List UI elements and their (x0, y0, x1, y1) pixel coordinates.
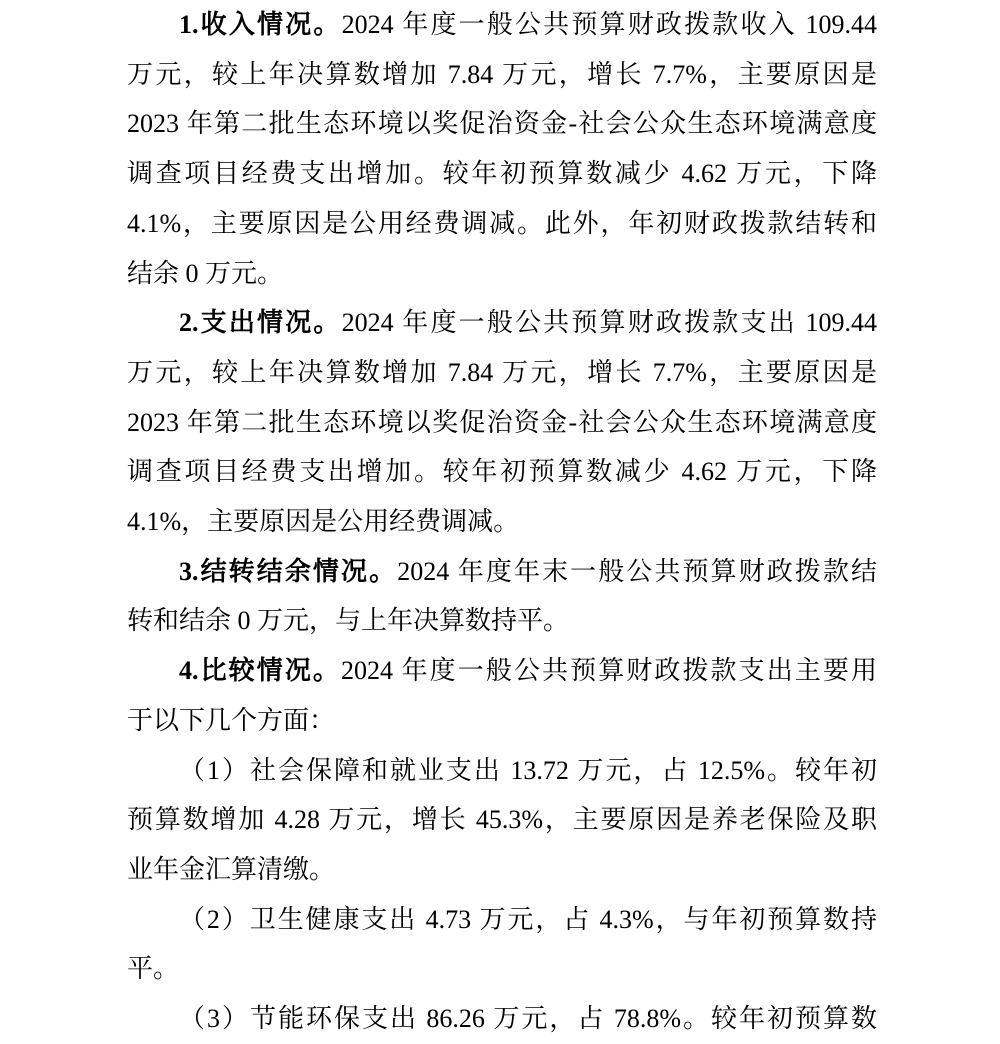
text-line: 4.1%，主要原因是公用经费调减。此外，年初财政拨款结转和 (127, 208, 877, 238)
text-line: 万元，较上年决算数增加 7.84 万元，增长 7.7%，主要原因是 (127, 59, 877, 89)
text-line: 业年金汇算清缴。 (127, 854, 336, 884)
text-run: 2024 年度一般公共预算财政拨款支出 109.44 (341, 308, 877, 338)
paragraph-item-environment (127, 994, 877, 1044)
text-line: 2023 年第二批生态环境以奖促治资金-社会公众生态环境满意度 (127, 109, 877, 139)
text-line (127, 0, 877, 50)
text-run: 2024 年度一般公共预算财政拨款收入 109.44 (341, 10, 877, 39)
text-line: 平。 (127, 954, 180, 984)
section-heading: 2.支出情况。 (179, 308, 342, 338)
paragraph-item-social-security (127, 746, 877, 895)
paragraph-carryover (127, 547, 877, 646)
paragraph-income (127, 0, 877, 298)
section-heading: 4.比较情况。 (179, 656, 342, 686)
text-run: 2024 年度年末一般公共预算财政拨款结 (397, 556, 877, 586)
text-line (127, 547, 877, 597)
paragraph-expenditure (127, 298, 877, 547)
text-line: 于以下几个方面： (127, 705, 336, 735)
paragraph-comparison (127, 646, 877, 745)
text-line: （2）卫生健康支出 4.73 万元，占 4.3%，与年初预算数持 (179, 904, 877, 934)
text-line (127, 298, 877, 348)
text-line: （1）社会保障和就业支出 13.72 万元，占 12.5%。较年初 (179, 755, 877, 785)
paragraph-item-health (127, 895, 877, 994)
text-line: 预算数增加 4.28 万元，增长 45.3%，主要原因是养老保险及职 (127, 805, 877, 835)
text-line: 调查项目经费支出增加。较年初预算数减少 4.62 万元，下降 (127, 457, 877, 487)
section-heading: 1.收入情况。 (179, 10, 342, 39)
text-line: 2023 年第二批生态环境以奖促治资金-社会公众生态环境满意度 (127, 407, 877, 437)
text-line: 调查项目经费支出增加。较年初预算数减少 4.62 万元，下降 (127, 159, 877, 189)
text-run: 2024 年度一般公共预算财政拨款支出主要用 (341, 656, 877, 686)
section-heading: 3.结转结余情况。 (179, 556, 398, 586)
text-line (127, 646, 877, 696)
text-line: 结余 0 万元。 (127, 258, 284, 288)
text-line: 4.1%，主要原因是公用经费调减。 (127, 507, 520, 537)
text-line: 转和结余 0 万元，与上年决算数持平。 (127, 606, 570, 636)
text-line: 万元，较上年决算数增加 7.84 万元，增长 7.7%，主要原因是 (127, 357, 877, 387)
text-line: （3）节能环保支出 86.26 万元，占 78.8%。较年初预算数 (179, 1004, 877, 1034)
